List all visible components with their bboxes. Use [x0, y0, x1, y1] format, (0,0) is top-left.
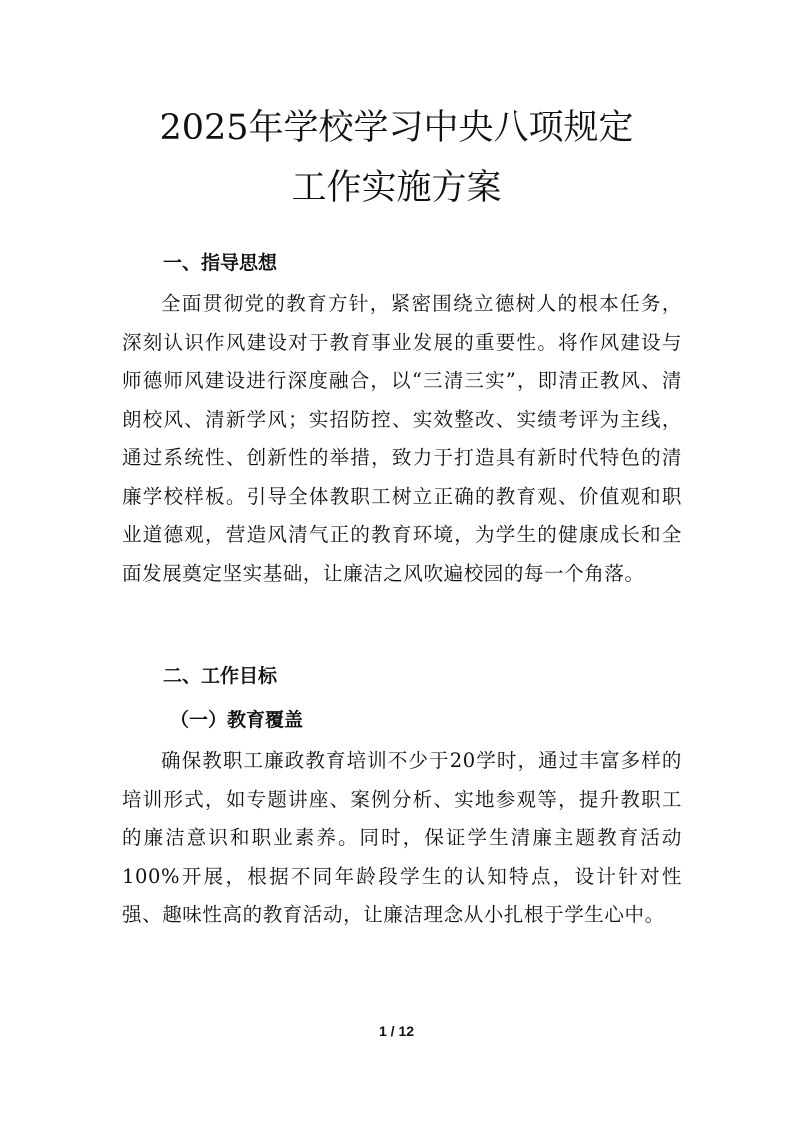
subsection-heading-education-coverage: （一）教育覆盖	[170, 709, 304, 731]
document-title-line-1: 2025年学校学习中央八项规定	[159, 108, 634, 148]
subsection-paragraph-education-coverage: 确保教职工廉政教育培训不少于20学时，通过丰富多样的培训形式，如专题讲座、案例分析、实地参观等，提升教职工的廉洁意识和职业素养。同时，保证学生清廉主题教育活动100%开展，根据不同年龄段学生的认知特点，设计针对性强、趣味性高的教育活动，让廉洁理念从小扎根于学生心中。	[122, 749, 682, 926]
section-paragraph-guiding-ideology: 全面贯彻党的教育方针，紧密围绕立德树人的根本任务，深刻认识作风建设对于教育事业发展的重要性。将作风建设与师德师风建设进行深度融合，以“三清三实”，即清正教风、清朗校风、清新学风；实招防控、实效整改、实绩考评为主线，通过系统性、创新性的举措，致力于打造具有新时代特色的清廉学校样板。引导全体教职工树立正确的教育观、价值观和职业道德观，营造风清气正的教育环境，为学生的健康成长和全面发展奠定坚实基础，让廉洁之风吹遍校园的每一个角落。	[122, 292, 682, 585]
section-heading-work-goals: 二、工作目标	[163, 665, 278, 687]
section-heading-guiding-ideology: 一、指导思想	[163, 252, 278, 274]
page-number: 1 / 12	[378, 1023, 415, 1039]
document-title-line-2: 工作实施方案	[291, 168, 502, 208]
